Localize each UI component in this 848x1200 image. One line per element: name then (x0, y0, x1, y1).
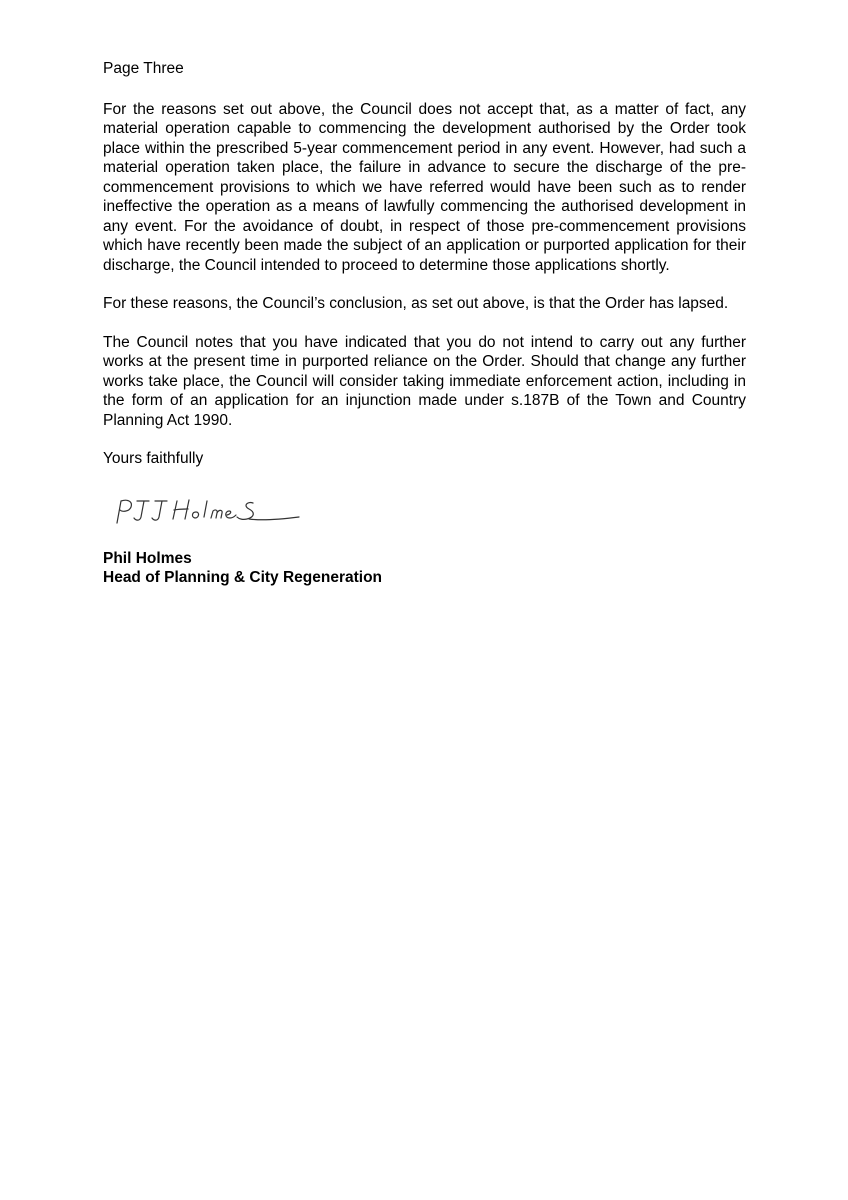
signatory-title: Head of Planning & City Regeneration (103, 569, 383, 586)
letter-body (103, 59, 746, 588)
signature-image (103, 479, 323, 539)
paragraph-enforcement: The Council notes that you have indicated that you do not intend to carry out any further works at the present time in purported reliance on the Order. Should that change any further works take place, the Council will consider taking immediate enforcement action, including in the form of an application for an injunction made under s.187B of the Town and Country Planning Act 1990. (103, 333, 746, 429)
signatory-name: Phil Holmes (103, 549, 192, 567)
page-label: Page Three (103, 60, 184, 77)
handwritten-signature (103, 479, 323, 539)
closing-salutation: Yours faithfully (103, 450, 204, 467)
paragraph-conclusion: For these reasons, the Council’s conclusion, as set out above, is that the Order has lapsed. (103, 295, 729, 312)
paragraph-reasons: For the reasons set out above, the Council does not accept that, as a matter of fact, any material operation capable to commencing the development authorised by the Order took place within the prescribed 5-year commencement period in any event. However, had such a material operation taken place, the failure in advance to secure the discharge of the pre-commencement provisions to which we have referred would have been such as to render ineffective the operation as a means of lawfully commencing the authorised development in any event. For the avoidance of doubt, in respect of those pre-commencement provisions which have recently been made the subject of an application or purported application for their discharge, the Council intended to proceed to determine those applications shortly. (103, 100, 746, 274)
